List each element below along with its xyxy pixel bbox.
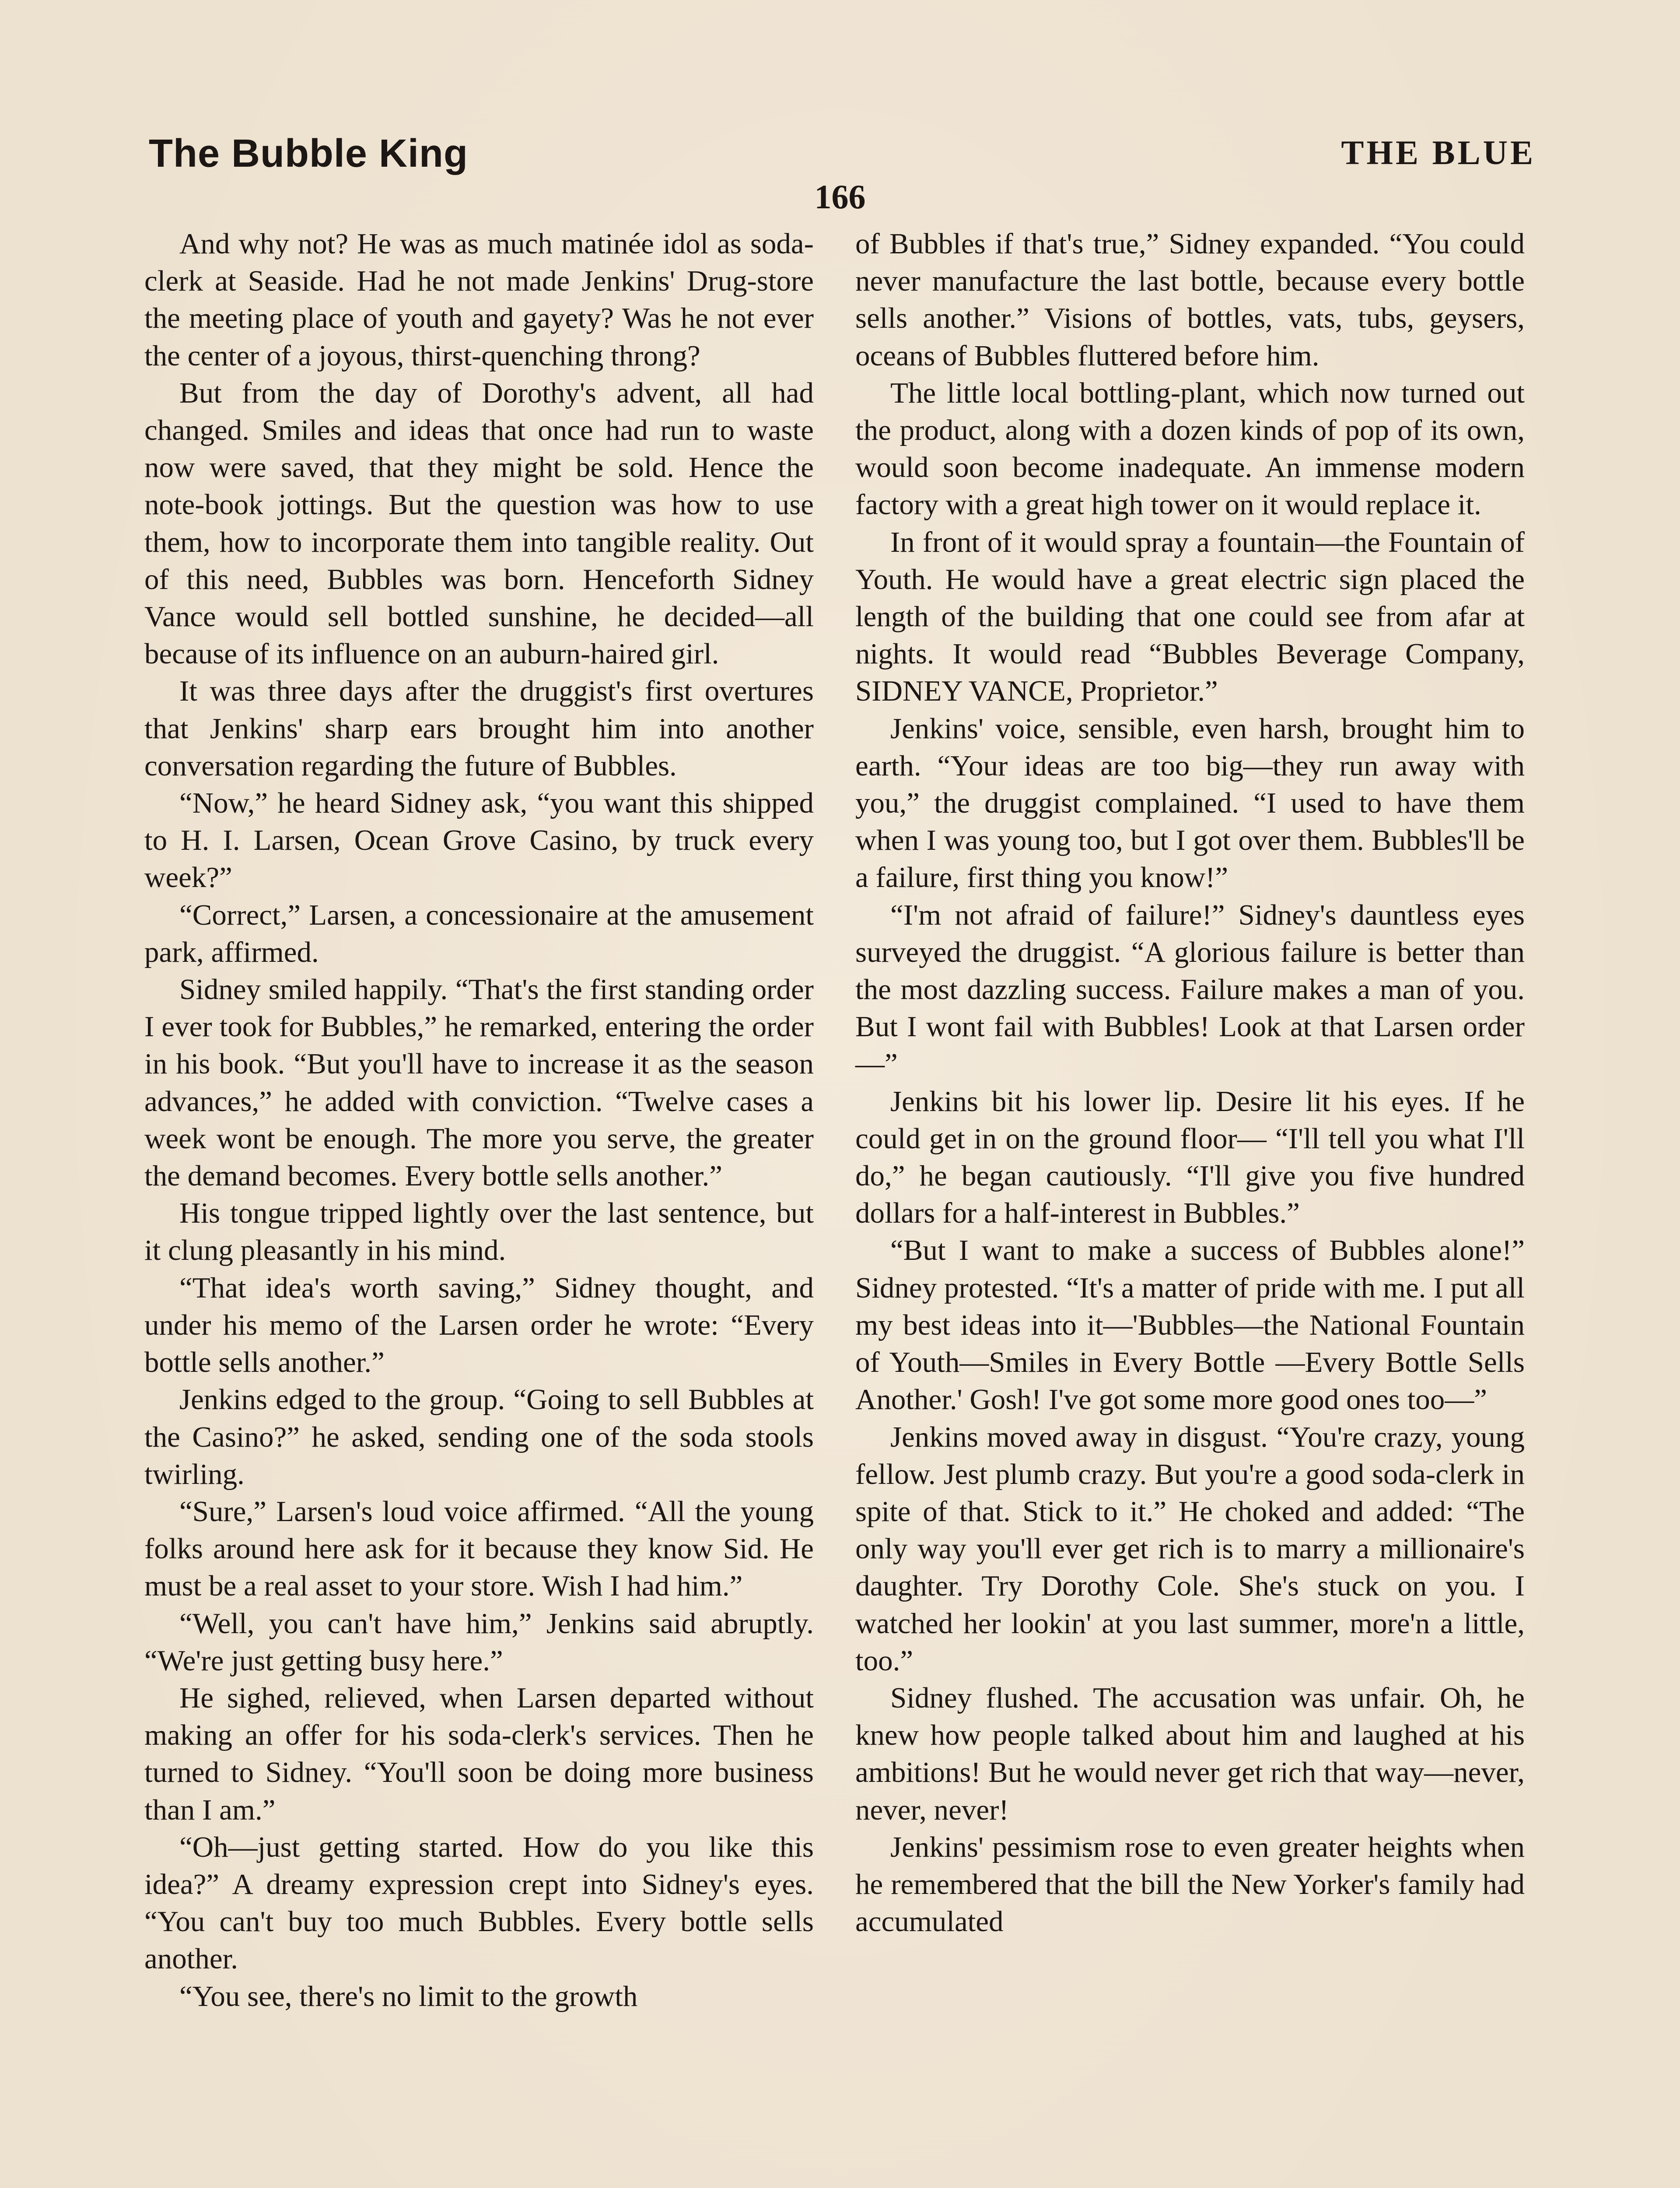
paragraph: But from the day of Dorothy's advent, all had changed. Smiles and ideas that once had run to waste now were saved, that they might be sold. Hence the note-book jottings. But the question was how to use them, how to incorporate them into tangible reality. Out of this need, Bubbles was born. Henceforth Sidney Vance would sell bottled sunshine, he decided—all because of its influence on an auburn-haired girl. [144, 376, 814, 670]
paragraph: Jenkins bit his lower lip. Desire lit his eyes. If he could get in on the ground floor— “I'll tell you what I'll do,” he began cautiously. “I'll give you five hundred dollars for a half-interest in Bubbles.” [855, 1085, 1525, 1230]
paragraph: “Well, you can't have him,” Jenkins said abruptly. “We're just getting busy here.” [144, 1607, 814, 1677]
paragraph: “Now,” he heard Sidney ask, “you want this shipped to H. I. Larsen, Ocean Grove Casino, by truck every week?” [144, 787, 814, 894]
paragraph: “But I want to make a success of Bubbles alone!” Sidney protested. “It's a matter of pride with me. I put all my best ideas into it—'Bubbles—the National Fountain of Youth—Smiles in Every Bottle —Every Bottle Sells Another.' Gosh! I've got some more good ones too—” [855, 1234, 1525, 1416]
paragraph: Jenkins moved away in disgust. “You're crazy, young fellow. Jest plumb crazy. But you're a good soda-clerk in spite of that. Stick to it.” He choked and added: “The only way you'll ever get rich is to marry a millionaire's daughter. Try Dorothy Cole. She's stuck on you. I watched her lookin' at you last summer, more'n a little, too.” [855, 1420, 1525, 1677]
paragraph: “Oh—just getting started. How do you like this idea?” A dreamy expression crept into Sidney's eyes. “You can't buy too much Bubbles. Every bottle sells another. [144, 1830, 814, 1975]
paragraph: “Sure,” Larsen's loud voice affirmed. “All the young folks around here ask for it because they know Sid. He must be a real asset to your store. Wish I had him.” [144, 1495, 814, 1602]
paragraph: His tongue tripped lightly over the last sentence, but it clung pleasantly in his mind. [144, 1197, 814, 1267]
paragraph: Jenkins' pessimism rose to even greater heights when he remembered that the bill the New Yorker's family had accumulated [855, 1830, 1525, 1938]
page-number: 166 [814, 178, 866, 216]
paragraph: In front of it would spray a fountain—the Fountain of Youth. He would have a great electric sign placed the length of the building that one could see from afar at nights. It would read “Bubbles Beverage Company, SIDNEY VANCE, Proprietor.” [855, 526, 1525, 708]
paragraph: of Bubbles if that's true,” Sidney expanded. “You could never manufacture the last bottle, because every bottle sells another.” Visions of bottles, vats, tubs, geysers, oceans of Bubbles fluttered before him. [855, 228, 1525, 372]
paragraph: “I'm not afraid of failure!” Sidney's dauntless eyes surveyed the druggist. “A glorious failure is better than the most dazzling success. Failure makes a man of you. But I wont fail with Bubbles! Look at that Larsen order—” [855, 898, 1525, 1080]
paragraph: The little local bottling-plant, which now turned out the product, along with a dozen kinds of pop of its own, would soon become inadequate. An immense modern factory with a great high tower on it would replace it. [855, 376, 1525, 521]
paragraph: Sidney smiled happily. “That's the first standing order I ever took for Bubbles,” he remarked, entering the order in his book. “But you'll have to increase it as the season advances,” he added with conviction. “Twelve cases a week wont be enough. The more you serve, the greater the demand becomes. Every bottle sells another.” [144, 973, 814, 1192]
left-column [144, 225, 814, 2015]
paragraph: And why not? He was as much matinée idol as soda-clerk at Seaside. Had he not made Jenkins' Drug-store the meeting place of youth and gayety? Was he not ever the center of a joyous, thirst-quenching throng? [144, 228, 814, 372]
paragraph: “You see, there's no limit to the growth [179, 1980, 638, 2013]
paragraph: Jenkins edged to the group. “Going to sell Bubbles at the Casino?” he asked, sending one of the soda stools twirling. [144, 1383, 814, 1490]
right-column [855, 225, 1525, 1940]
story-title: The Bubble King [149, 132, 468, 175]
paragraph: Sidney flushed. The accusation was unfair. Oh, he knew how people talked about him and laughed at his ambitions! But he would never get rich that way—never, never, never! [855, 1681, 1525, 1826]
paragraph: “That idea's worth saving,” Sidney thought, and under his memo of the Larsen order he wrote: “Every bottle sells another.” [144, 1271, 814, 1379]
paragraph: It was three days after the druggist's first overtures that Jenkins' sharp ears brought him into another conversation regarding the future of Bubbles. [144, 675, 814, 782]
magazine-name: THE BLUE [1341, 133, 1536, 172]
paragraph: He sighed, relieved, when Larsen departed without making an offer for his soda-clerk's services. Then he turned to Sidney. “You'll soon be doing more business than I am.” [144, 1681, 814, 1826]
paragraph: “Correct,” Larsen, a concessionaire at the amusement park, affirmed. [144, 898, 814, 968]
paragraph: Jenkins' voice, sensible, even harsh, brought him to earth. “Your ideas are too big—they run away with you,” the druggist complained. “I used to have them when I was young too, but I got over them. Bubbles'll be a failure, first thing you know!” [855, 712, 1525, 894]
